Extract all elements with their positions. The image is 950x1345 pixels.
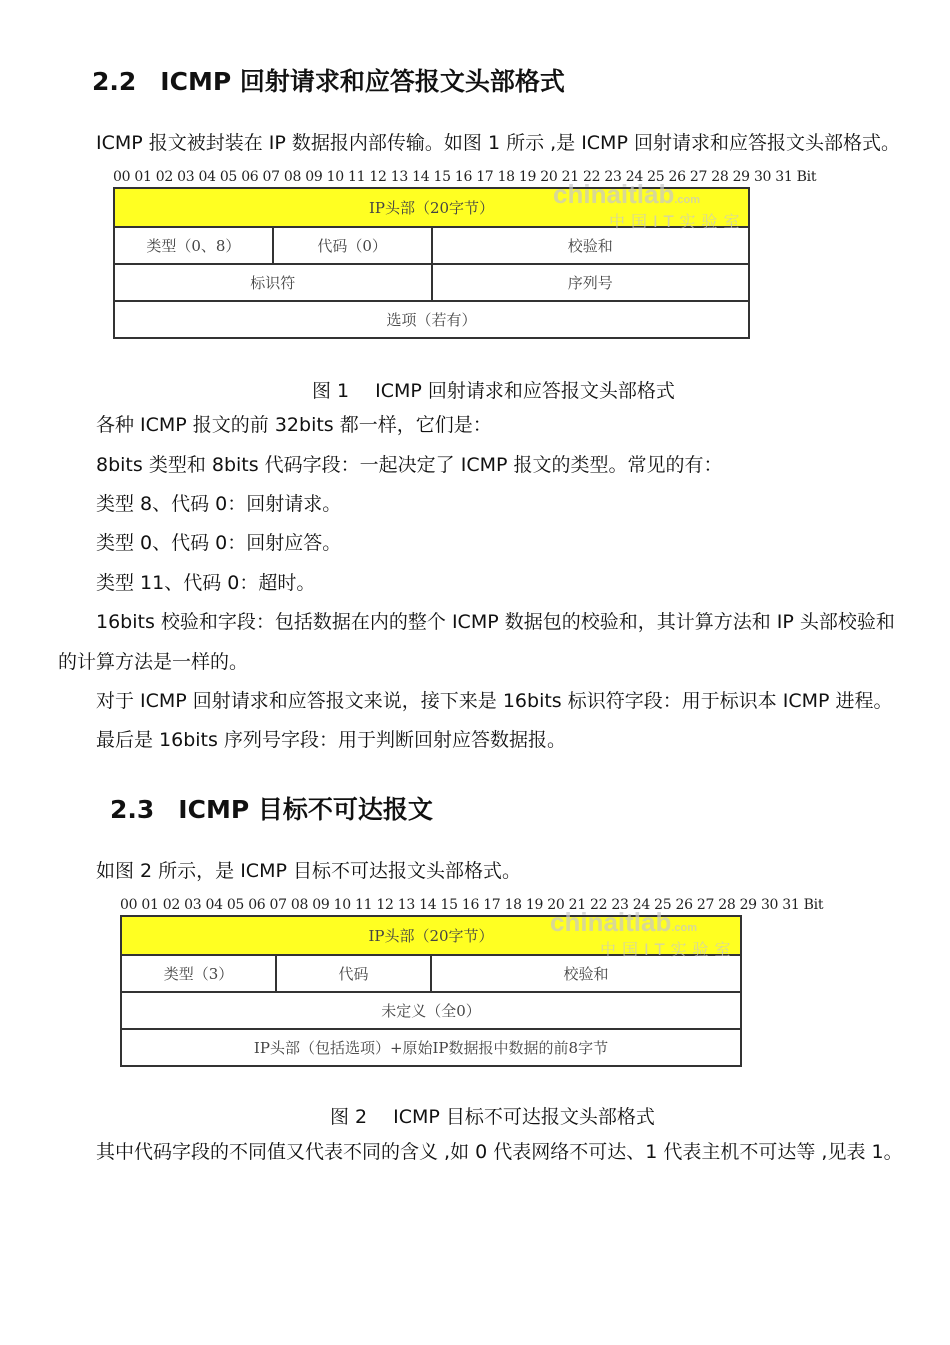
paragraph-last: 其中代码字段的不同值又代表不同的含义 ,如 0 代表网络不可达、1 代表主机不可达等 ,见表 1。 bbox=[96, 1141, 903, 1163]
paragraph-intro-2: 如图 2 所示，是 ICMP 目标不可达报文头部格式。 bbox=[96, 860, 521, 882]
bit-ruler-2: 00 01 02 03 04 05 06 07 08 09 10 11 12 13 14 15 16 17 18 19 20 21 22 23 24 25 26 27 28 29 30 31 Bit bbox=[120, 897, 824, 913]
section-heading-2-3 bbox=[110, 790, 433, 826]
options-field: 选项（若有） bbox=[114, 301, 749, 338]
checksum-field: 校验和 bbox=[432, 227, 750, 264]
caption-number: 图 1 bbox=[312, 380, 350, 402]
paragraph-line: 类型 8、代码 0：回射请求。 bbox=[96, 493, 342, 515]
code-field: 代码（0） bbox=[273, 227, 432, 264]
caption-number: 图 2 bbox=[330, 1106, 368, 1128]
paragraph-line: 各种 ICMP 报文的前 32bits 都一样，它们是： bbox=[96, 414, 492, 436]
paragraph-line: 的计算方法是一样的。 bbox=[58, 651, 249, 673]
section-title: ICMP 回射请求和应答报文头部格式 bbox=[160, 67, 565, 96]
ip-header-cell: IP头部（20字节） bbox=[121, 916, 741, 955]
watermark-text: chinaitlab bbox=[550, 907, 672, 937]
watermark-text: chinaitlab bbox=[553, 179, 675, 209]
paragraph-intro-1: ICMP 报文被封装在 IP 数据报内部传输。如图 1 所示 ,是 ICMP 回射请求和应答报文头部格式。 bbox=[96, 132, 900, 154]
paragraph-line: 16bits 校验和字段：包括数据在内的整个 ICMP 数据包的校验和，其计算方法和 IP 头部校验和 bbox=[96, 611, 895, 633]
section-number: 2.2 bbox=[92, 67, 137, 96]
caption-text: ICMP 目标不可达报文头部格式 bbox=[393, 1106, 655, 1128]
type-field: 类型（0、8） bbox=[114, 227, 273, 264]
watermark-cn: 中国IT实验室 bbox=[609, 212, 746, 231]
paragraph-line: 最后是 16bits 序列号字段：用于判断回射应答数据报。 bbox=[96, 729, 566, 751]
ip-header-cell: IP头部（20字节） bbox=[114, 188, 749, 227]
figure-2-diagram bbox=[120, 907, 742, 1067]
bit-ruler-1: 00 01 02 03 04 05 06 07 08 09 10 11 12 13 14 15 16 17 18 19 20 21 22 23 24 25 26 27 28 29 30 31 Bit bbox=[113, 169, 817, 185]
figure-2-caption bbox=[330, 1102, 655, 1129]
figure-1-diagram bbox=[113, 179, 750, 339]
paragraph-line: 8bits 类型和 8bits 代码字段：一起决定了 ICMP 报文的类型。常见的有： bbox=[96, 454, 723, 476]
section-number: 2.3 bbox=[110, 795, 155, 824]
watermark-cn: 中国IT实验室 bbox=[600, 940, 737, 959]
code-field: 代码 bbox=[276, 955, 431, 992]
paragraph-line: 对于 ICMP 回射请求和应答报文来说，接下来是 16bits 标识符字段：用于标识本 ICMP 进程。 bbox=[96, 690, 893, 712]
section-title: ICMP 目标不可达报文 bbox=[178, 795, 433, 824]
identifier-field: 标识符 bbox=[114, 264, 432, 301]
section-heading-2-2 bbox=[92, 62, 565, 98]
sequence-field: 序列号 bbox=[432, 264, 750, 301]
type-field: 类型（3） bbox=[121, 955, 276, 992]
payload-field: IP头部（包括选项）+原始IP数据报中数据的前8字节 bbox=[121, 1029, 741, 1066]
caption-text: ICMP 回射请求和应答报文头部格式 bbox=[375, 380, 675, 402]
paragraph-line: 类型 0、代码 0：回射应答。 bbox=[96, 532, 342, 554]
unused-field: 未定义（全0） bbox=[121, 992, 741, 1029]
checksum-field: 校验和 bbox=[431, 955, 741, 992]
watermark-suffix: .com bbox=[674, 194, 701, 206]
paragraph-line: 类型 11、代码 0：超时。 bbox=[96, 572, 316, 594]
watermark-suffix: .com bbox=[671, 922, 698, 934]
figure-1-caption bbox=[312, 376, 675, 403]
